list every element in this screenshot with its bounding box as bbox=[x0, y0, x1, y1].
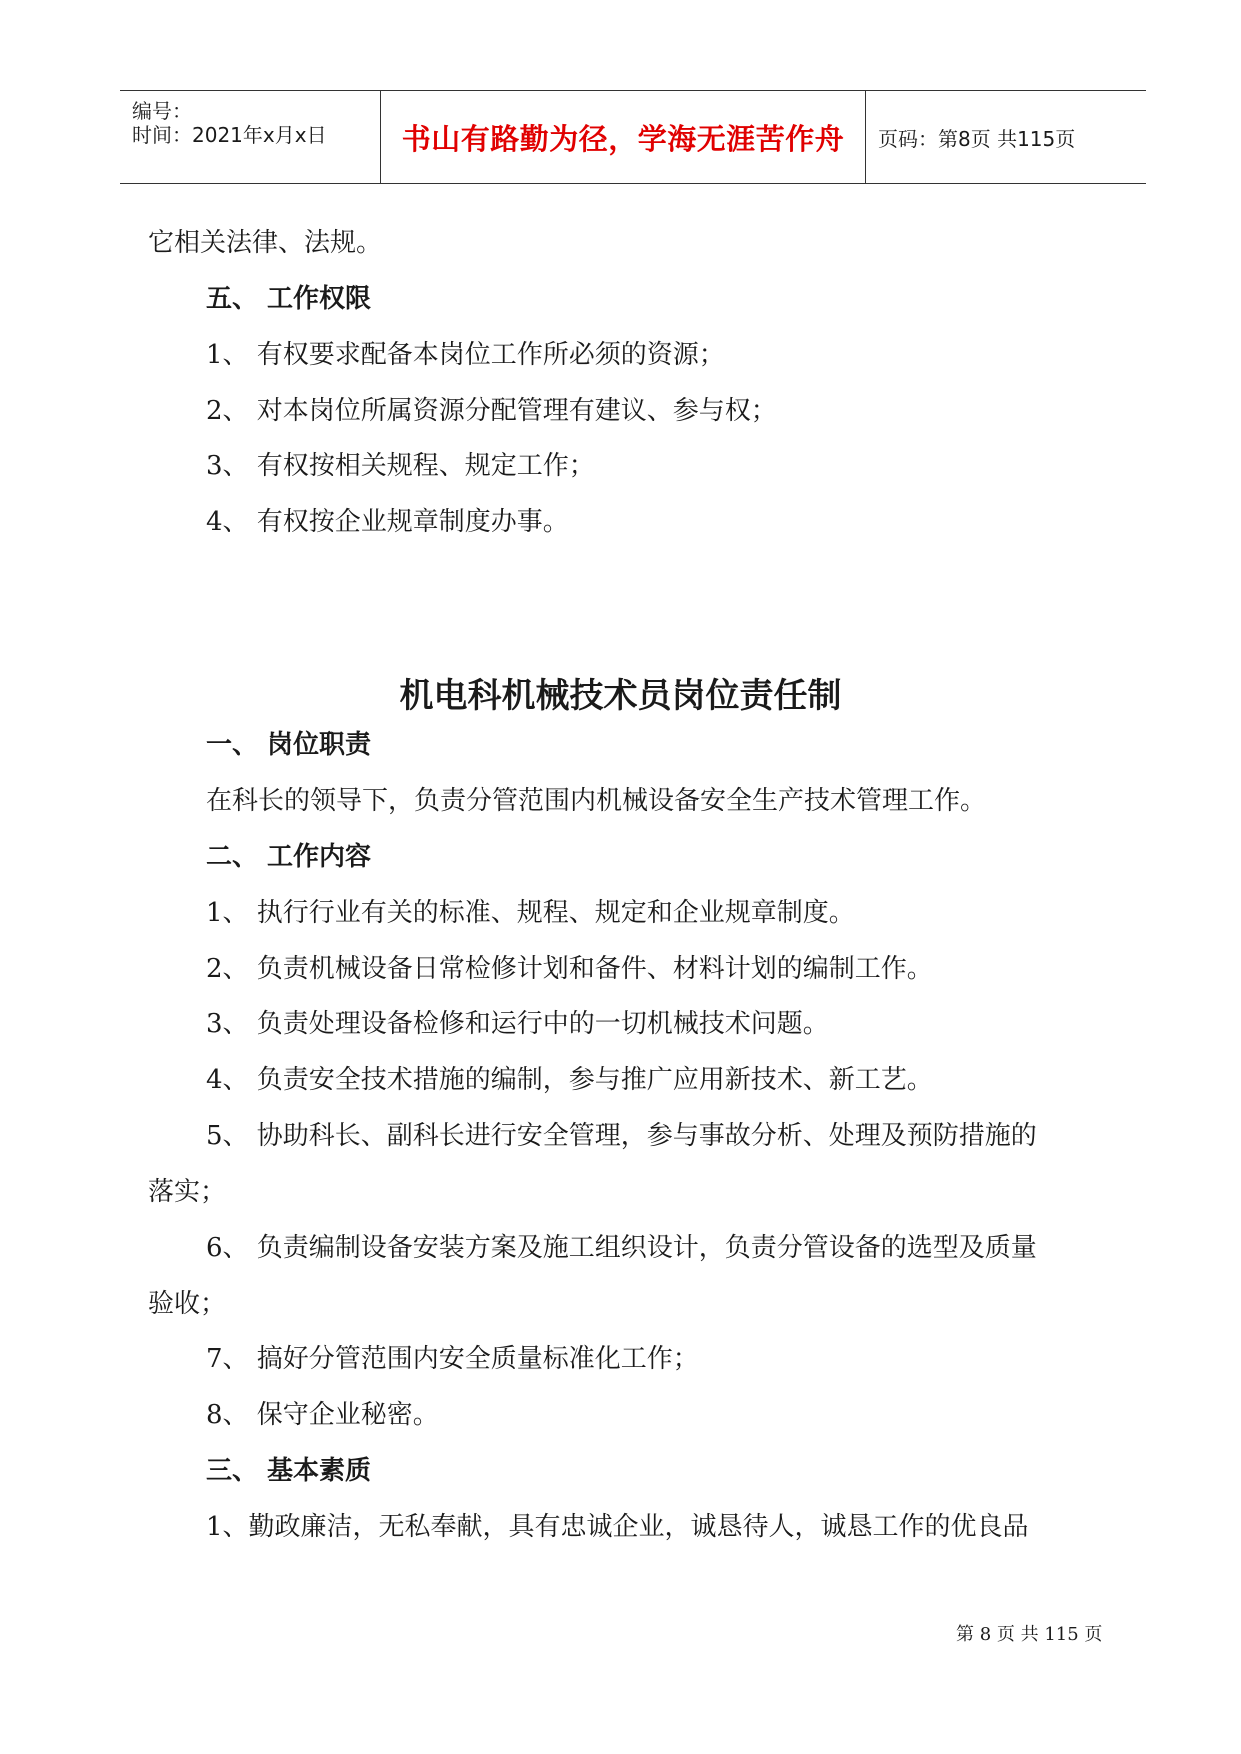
s2-item-6: 6、 负责编制设备安装方案及施工组织设计，负责分管设备的选型及质量 bbox=[206, 1233, 1037, 1263]
time-label: 时间：2021年x月x日 bbox=[132, 123, 327, 147]
s2-item-4: 4、 负责安全技术措施的编制，参与推广应用新技术、新工艺。 bbox=[206, 1065, 933, 1095]
document-title: 机电科机械技术员岗位责任制 bbox=[399, 676, 842, 716]
header-table bbox=[120, 90, 1146, 184]
s5-item-3: 3、 有权按相关规程、规定工作； bbox=[206, 451, 595, 481]
s2-item-7: 7、 搞好分管范围内安全质量标准化工作； bbox=[206, 1344, 699, 1374]
s5-item-4: 4、 有权按企业规章制度办事。 bbox=[206, 507, 569, 537]
section-5-heading: 五、 工作权限 bbox=[206, 284, 372, 314]
section-2-heading: 二、 工作内容 bbox=[206, 842, 372, 872]
s2-item-5-cont: 落实； bbox=[148, 1177, 227, 1207]
page-footer: 第 8 页 共 115 页 bbox=[956, 1624, 1103, 1645]
s2-item-8: 8、 保守企业秘密。 bbox=[206, 1400, 439, 1430]
section-1-heading: 一、 岗位职责 bbox=[206, 730, 372, 760]
header-motto-cell bbox=[380, 91, 866, 183]
header-page-cell bbox=[866, 91, 1146, 183]
s2-item-5: 5、 协助科长、副科长进行安全管理，参与事故分析、处理及预防措施的 bbox=[206, 1121, 1037, 1151]
s2-item-2: 2、 负责机械设备日常检修计划和备件、材料计划的编制工作。 bbox=[206, 954, 933, 984]
header-left-cell bbox=[120, 91, 378, 183]
continued-line: 它相关法律、法规。 bbox=[148, 228, 383, 258]
s2-item-6-cont: 验收； bbox=[148, 1289, 227, 1319]
s2-item-3: 3、 负责处理设备检修和运行中的一切机械技术问题。 bbox=[206, 1009, 829, 1039]
number-label: 编号： bbox=[132, 99, 192, 123]
motto-text: 书山有路勤为径，学海无涯苦作舟 bbox=[401, 121, 845, 156]
section-3-heading: 三、 基本素质 bbox=[206, 1456, 372, 1486]
s2-item-1: 1、 执行行业有关的标准、规程、规定和企业规章制度。 bbox=[206, 898, 855, 928]
s5-item-1: 1、 有权要求配备本岗位工作所必须的资源； bbox=[206, 340, 725, 370]
s3-item-1: 1、勤政廉洁，无私奉献，具有忠诚企业，诚恳待人，诚恳工作的优良品 bbox=[206, 1512, 1029, 1542]
s1-text: 在科长的领导下，负责分管范围内机械设备安全生产技术管理工作。 bbox=[206, 786, 987, 816]
s5-item-2: 2、 对本岗位所属资源分配管理有建议、参与权； bbox=[206, 396, 777, 426]
page-label: 页码：第8页 共115页 bbox=[878, 126, 1076, 151]
